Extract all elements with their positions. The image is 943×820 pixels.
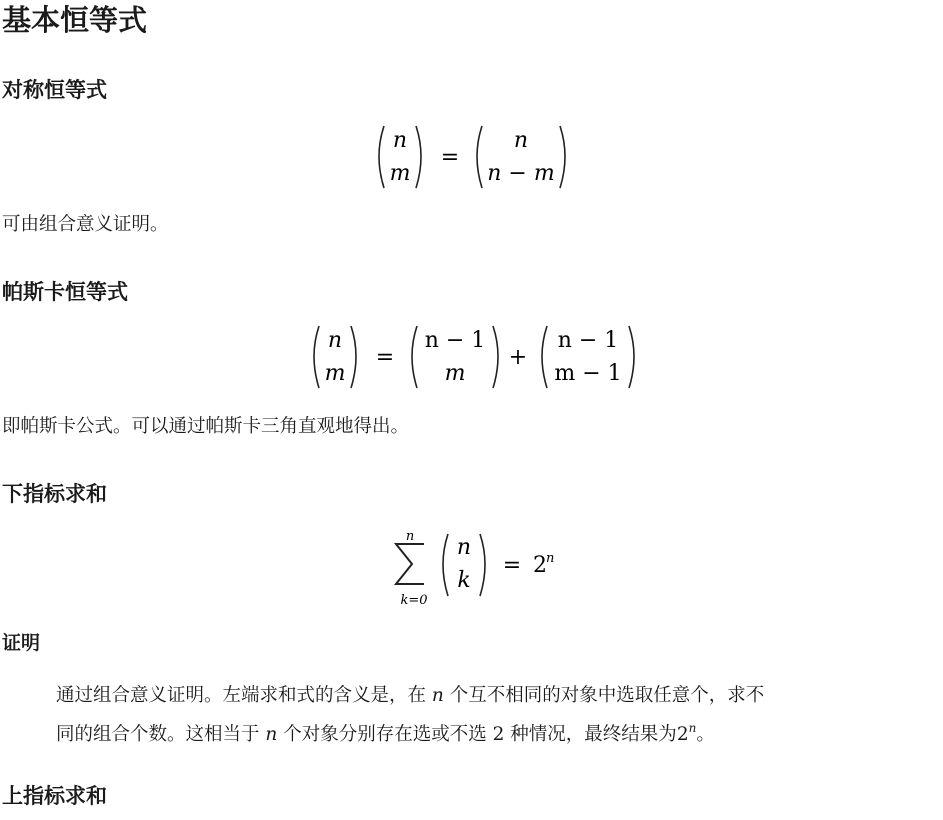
section-heading-upper-index-sum: 上指标求和: [2, 784, 107, 808]
svg-text:+: +: [508, 345, 528, 370]
svg-text:=: =: [440, 145, 460, 170]
svg-text:n − 1: n − 1: [557, 328, 619, 353]
svg-text:=: =: [375, 345, 395, 370]
svg-text:n: n: [405, 529, 415, 544]
proof-heading: 证明: [2, 632, 41, 654]
proof-line-1: 通过组合意义证明。左端求和式的含义是，在 n 个互不相同的对象中选取任意个，求不: [56, 685, 765, 706]
svg-text:k: k: [457, 568, 471, 593]
power-base: 2: [676, 724, 689, 745]
section-heading-pascal: 帕斯卡恒等式: [2, 280, 128, 304]
svg-text:m − 1: m − 1: [554, 361, 622, 386]
number-two: 2: [492, 724, 505, 745]
svg-text:k=0: k=0: [400, 593, 428, 608]
page-title: 基本恒等式: [2, 3, 148, 37]
svg-text:n − m: n − m: [487, 161, 555, 186]
section-heading-lower-index-sum: 下指标求和: [2, 482, 107, 506]
svg-text:n: n: [327, 328, 343, 353]
proof-line-2: 同的组合个数。这相当于 n 个对象分别存在选或不选 2 种情况，最终结果为2$^n$。: [56, 721, 715, 745]
svg-text:n: n: [513, 128, 529, 153]
var-n: n: [431, 685, 444, 706]
svg-text:n: n: [456, 535, 472, 560]
power-exponent: n: [688, 721, 697, 735]
svg-text:n: n: [392, 128, 408, 153]
lower-index-sum-formula: [388, 524, 568, 610]
svg-text:2: 2: [533, 553, 547, 578]
svg-text:=: =: [502, 553, 522, 578]
var-n: n: [265, 724, 278, 745]
svg-text:m: m: [389, 161, 411, 186]
svg-text:m: m: [444, 361, 466, 386]
svg-text:n: n: [546, 551, 555, 566]
symmetric-note: 可由组合意义证明。: [2, 214, 169, 235]
pascal-note: 即帕斯卡公式。可以通过帕斯卡三角直观地得出。: [2, 416, 410, 437]
section-heading-symmetric: 对称恒等式: [2, 78, 107, 102]
symmetric-identity-formula: [370, 122, 580, 194]
pascal-identity-formula: [305, 322, 645, 394]
svg-text:n − 1: n − 1: [424, 328, 486, 353]
svg-text:m: m: [324, 361, 346, 386]
